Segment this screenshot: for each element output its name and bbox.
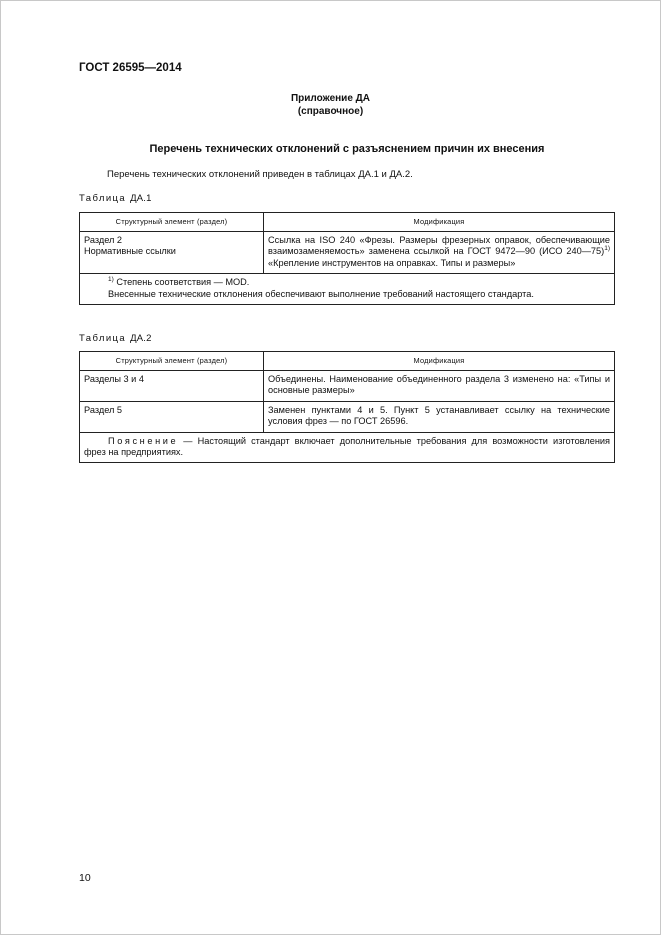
table2-header-modification: Модификация (264, 352, 615, 371)
table2-cell-element: Раздел 5 (80, 401, 264, 432)
modification-text-continued: «Крепление инструментов на оправках. Типы и размеры» (268, 257, 516, 268)
table2-note-cell (80, 432, 615, 463)
table2-caption-word: Таблица (79, 333, 127, 344)
table2-cell-element: Разделы 3 и 4 (80, 371, 264, 402)
appendix-title: Приложение ДА (290, 93, 371, 104)
footnote-text: Степень соответствия — MOD. (113, 277, 250, 288)
footnote-marker: 1) (604, 245, 610, 253)
appendix-subtitle: (справочное) (297, 106, 364, 117)
table1-caption-word: Таблица (79, 193, 127, 204)
table1-header-row (80, 213, 615, 232)
table1-caption-number: ДА.1 (130, 193, 152, 204)
footnote-marker: 1) (108, 276, 114, 284)
section-title: Перечень технических отклонений с разъяснением причин их внесения (149, 143, 545, 155)
table1-footnote (84, 277, 610, 288)
table2-cell-modification: Объединены. Наименование объединенного раздела 3 изменено на: «Типы и основные размеры» (264, 371, 615, 402)
modification-text: Ссылка на ISO 240 «Фрезы. Размеры фрезерных оправок, обеспечивающие взаимозаменяемость» заменена ссылкой на ГОСТ 9472—90 (ИСО 240—75) (268, 235, 610, 257)
table1-header-modification: Модификация (264, 213, 615, 232)
page-number: 10 (79, 872, 91, 884)
table2-caption-number: ДА.2 (130, 333, 152, 344)
table1-cell-element (80, 232, 264, 274)
element-line: Нормативные ссылки (84, 246, 176, 257)
table2-cell-modification: Заменен пунктами 4 и 5. Пункт 5 устанавливает ссылку на технические условия фрез — по ГОСТ 26596. (264, 401, 615, 432)
table2-note-row (80, 432, 615, 463)
table1-header-element: Структурный элемент (раздел) (80, 213, 264, 232)
document-id: ГОСТ 26595—2014 (79, 62, 182, 74)
intro-paragraph: Перечень технических отклонений приведен в таблицах ДА.1 и ДА.2. (107, 169, 413, 180)
table1-footer-cell (80, 274, 615, 305)
table1-cell-modification (264, 232, 615, 274)
note-label: Пояснение (108, 435, 179, 446)
table1-footer-row (80, 274, 615, 305)
element-line: Раздел 2 (84, 235, 123, 245)
table-da2 (79, 351, 615, 463)
table2-header-element: Структурный элемент (раздел) (80, 352, 264, 371)
table1-caption (79, 193, 152, 204)
note-text: — Настоящий стандарт включает дополнительные требования для возможности изготовления фрез на предприятиях. (84, 435, 610, 458)
table2-caption (79, 333, 152, 344)
table2-header-row (80, 352, 615, 371)
table-row (80, 371, 615, 402)
table1-footer-note: Внесенные технические отклонения обеспечивают выполнение требований настоящего стандарта. (108, 288, 534, 299)
table-row (80, 401, 615, 432)
table-da1 (79, 212, 615, 305)
table-row (80, 232, 615, 274)
